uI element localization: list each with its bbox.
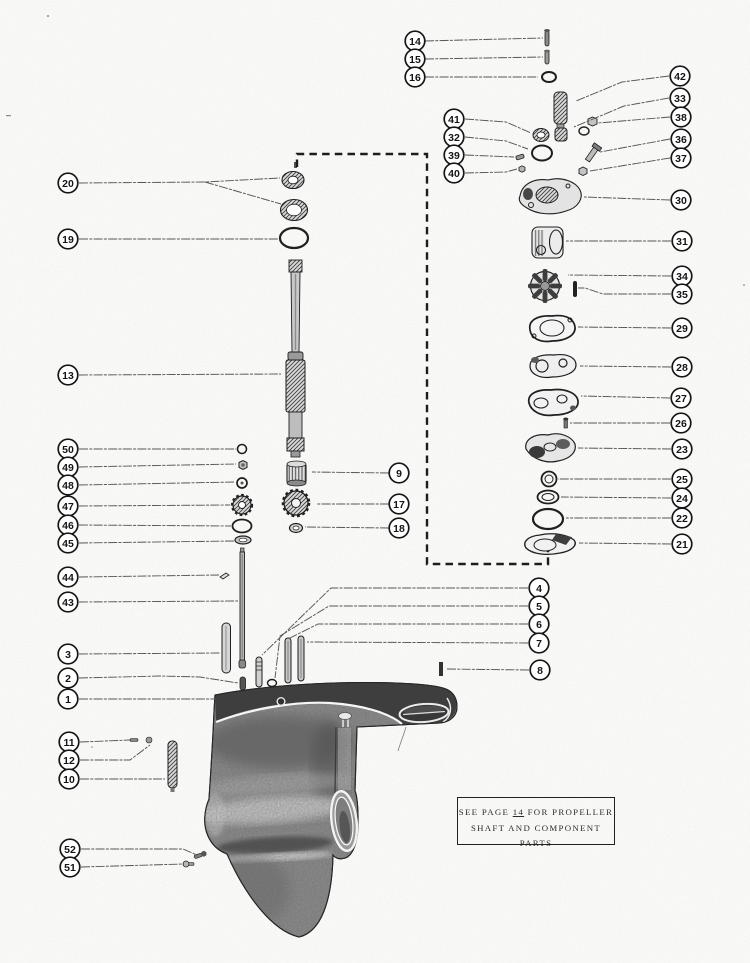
callout-number-2: 2: [65, 672, 71, 685]
callout-number-31: 31: [676, 235, 688, 248]
callout-number-24: 24: [676, 492, 688, 505]
part-8-pin: [439, 662, 443, 676]
callout-number-29: 29: [676, 322, 688, 335]
callout-number-10: 10: [63, 773, 75, 786]
callout-number-47: 47: [62, 500, 74, 513]
callout-number-5: 5: [536, 600, 542, 613]
callout-number-39: 39: [448, 149, 460, 162]
callout-number-34: 34: [676, 270, 688, 283]
part-2-pin: [240, 677, 246, 690]
callout-number-7: 7: [536, 637, 542, 650]
callout-number-1: 1: [65, 693, 71, 706]
callout-number-51: 51: [64, 861, 76, 874]
part-34-impeller: [528, 269, 562, 303]
housing-screw-hole: [277, 698, 285, 706]
callout-number-37: 37: [675, 152, 687, 165]
callout-number-13: 13: [62, 369, 74, 382]
callout-number-49: 49: [62, 461, 74, 474]
callout-number-4: 4: [536, 582, 542, 595]
callout-number-52: 52: [64, 843, 76, 856]
callout-number-32: 32: [448, 131, 460, 144]
callout-number-22: 22: [676, 512, 688, 525]
callout-number-12: 12: [63, 754, 75, 767]
note-suffix: FOR PROPELLER: [527, 807, 614, 817]
callout-number-50: 50: [62, 443, 74, 456]
callout-number-26: 26: [675, 417, 687, 430]
note-prefix: SEE PAGE: [458, 807, 510, 817]
part-40-nut: [519, 166, 525, 172]
callout-number-19: 19: [62, 233, 74, 246]
part-31-pump-insert: [532, 227, 563, 258]
note-page-ref: 14: [512, 807, 525, 817]
callout-number-3: 3: [65, 648, 71, 661]
callout-number-30: 30: [675, 194, 687, 207]
callout-number-44: 44: [62, 571, 74, 584]
note-box: [457, 797, 615, 848]
part-14-pin: [544, 29, 550, 46]
callout-number-16: 16: [409, 71, 421, 84]
callout-number-28: 28: [676, 361, 688, 374]
part-26-bolt: [563, 418, 568, 429]
callout-number-9: 9: [396, 467, 402, 480]
part-4-stud: [256, 657, 262, 687]
part-9-roller-bearing: [287, 461, 306, 486]
part-42-slide-sleeve: [554, 92, 567, 129]
part-28-face-plate: [530, 355, 576, 378]
callout-number-36: 36: [675, 133, 687, 146]
callout-number-11: 11: [63, 736, 75, 749]
callout-number-14: 14: [409, 35, 421, 48]
part-7-pin: [298, 636, 304, 681]
note-line-1: [458, 805, 614, 821]
part-3-dowel-pin: [222, 623, 231, 673]
part-6-pin: [285, 638, 291, 683]
callout-number-15: 15: [409, 53, 421, 66]
part-15-pin: [544, 50, 550, 64]
part-18-washer: [290, 524, 303, 533]
part-49-nut: [239, 461, 247, 470]
part-45-washer: [235, 536, 251, 544]
part-43-shift-shaft: [239, 548, 246, 668]
note-line-2: SHAFT AND COMPONENT PARTS: [470, 822, 602, 848]
callout-number-41: 41: [448, 113, 460, 126]
part-10-anode-pin: [168, 741, 177, 792]
part-21-end-cap: [525, 534, 575, 555]
callout-number-17: 17: [393, 498, 405, 511]
part-33-bushing: [555, 128, 567, 141]
part-41-oil-seal: [533, 129, 549, 142]
part-27-gasket: [529, 390, 578, 416]
callout-number-27: 27: [675, 392, 687, 405]
callout-number-21: 21: [676, 538, 688, 551]
callout-number-8: 8: [537, 664, 543, 677]
callout-number-18: 18: [393, 522, 405, 535]
callout-number-43: 43: [62, 596, 74, 609]
part-35-impeller-key: [573, 281, 577, 297]
callout-number-40: 40: [448, 167, 460, 180]
callout-number-46: 46: [62, 519, 74, 532]
callout-number-48: 48: [62, 479, 74, 492]
callout-number-6: 6: [536, 618, 542, 631]
part-29-gasket: [530, 316, 575, 342]
callout-number-42: 42: [674, 70, 686, 83]
callout-number-38: 38: [675, 111, 687, 124]
callout-number-25: 25: [676, 473, 688, 486]
part-37-nut: [579, 167, 587, 176]
callout-number-23: 23: [676, 443, 688, 456]
part-30-water-pump-base: [519, 179, 581, 214]
callout-number-45: 45: [62, 537, 74, 550]
callout-number-35: 35: [676, 288, 688, 301]
callout-number-20: 20: [62, 177, 74, 190]
callout-number-33: 33: [674, 92, 686, 105]
